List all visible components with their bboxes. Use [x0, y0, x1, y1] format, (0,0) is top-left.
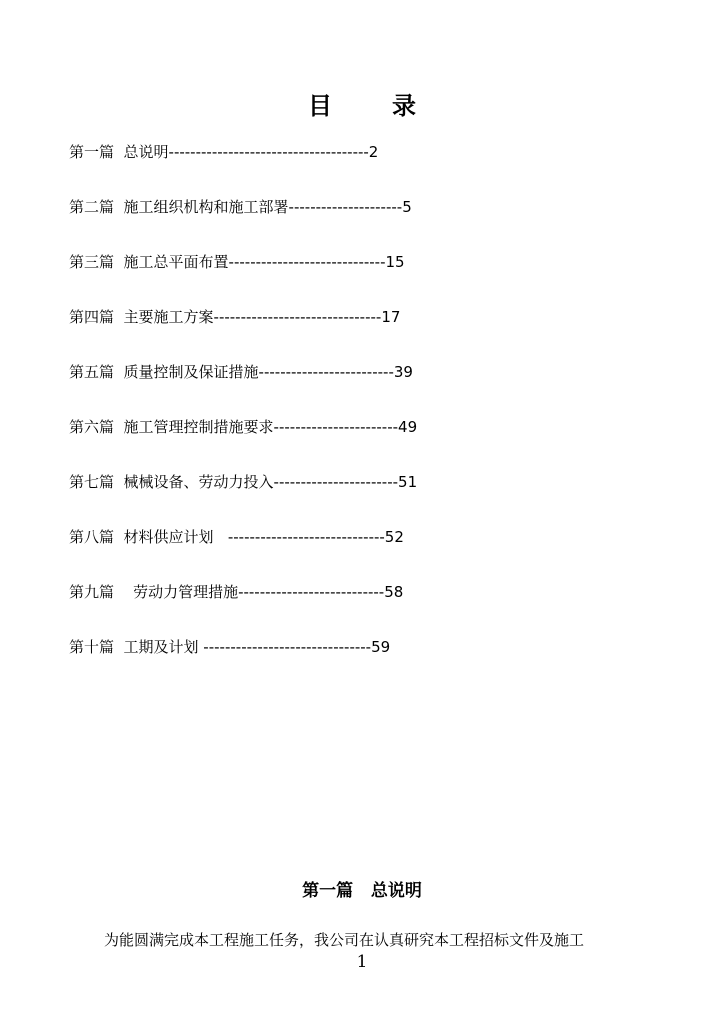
toc-entry-2: 第二篇 施工组织机构和施工部署---------------------5 — [69, 198, 412, 216]
toc-entry-5: 第五篇 质量控制及保证措施-------------------------39 — [69, 363, 413, 381]
toc-entry-7: 第七篇 械械设备、劳动力投入-----------------------51 — [69, 473, 418, 491]
body-paragraph-first-line: 为能圆满完成本工程施工任务，我公司在认真研究本工程招标文件及施工 — [104, 931, 585, 949]
toc-entry-4: 第四篇 主要施工方案-------------------------------17 — [69, 308, 401, 326]
toc-entry-10: 第十篇 工期及计划 -------------------------------59 — [69, 638, 391, 656]
page-number: 1 — [356, 952, 368, 972]
toc-entry-8: 第八篇 材料供应计划 -----------------------------52 — [69, 528, 404, 546]
table-of-contents — [69, 140, 417, 690]
toc-entry-6: 第六篇 施工管理控制措施要求-----------------------49 — [69, 418, 418, 436]
toc-title: 目 录 — [308, 92, 434, 120]
section-heading: 第一篇 总说明 — [302, 881, 422, 901]
toc-entry-1: 第一篇 总说明-------------------------------------2 — [69, 143, 379, 161]
toc-entry-3: 第三篇 施工总平面布置-----------------------------15 — [69, 253, 405, 271]
toc-entry-9: 第九篇 劳动力管理措施---------------------------58 — [69, 583, 404, 601]
